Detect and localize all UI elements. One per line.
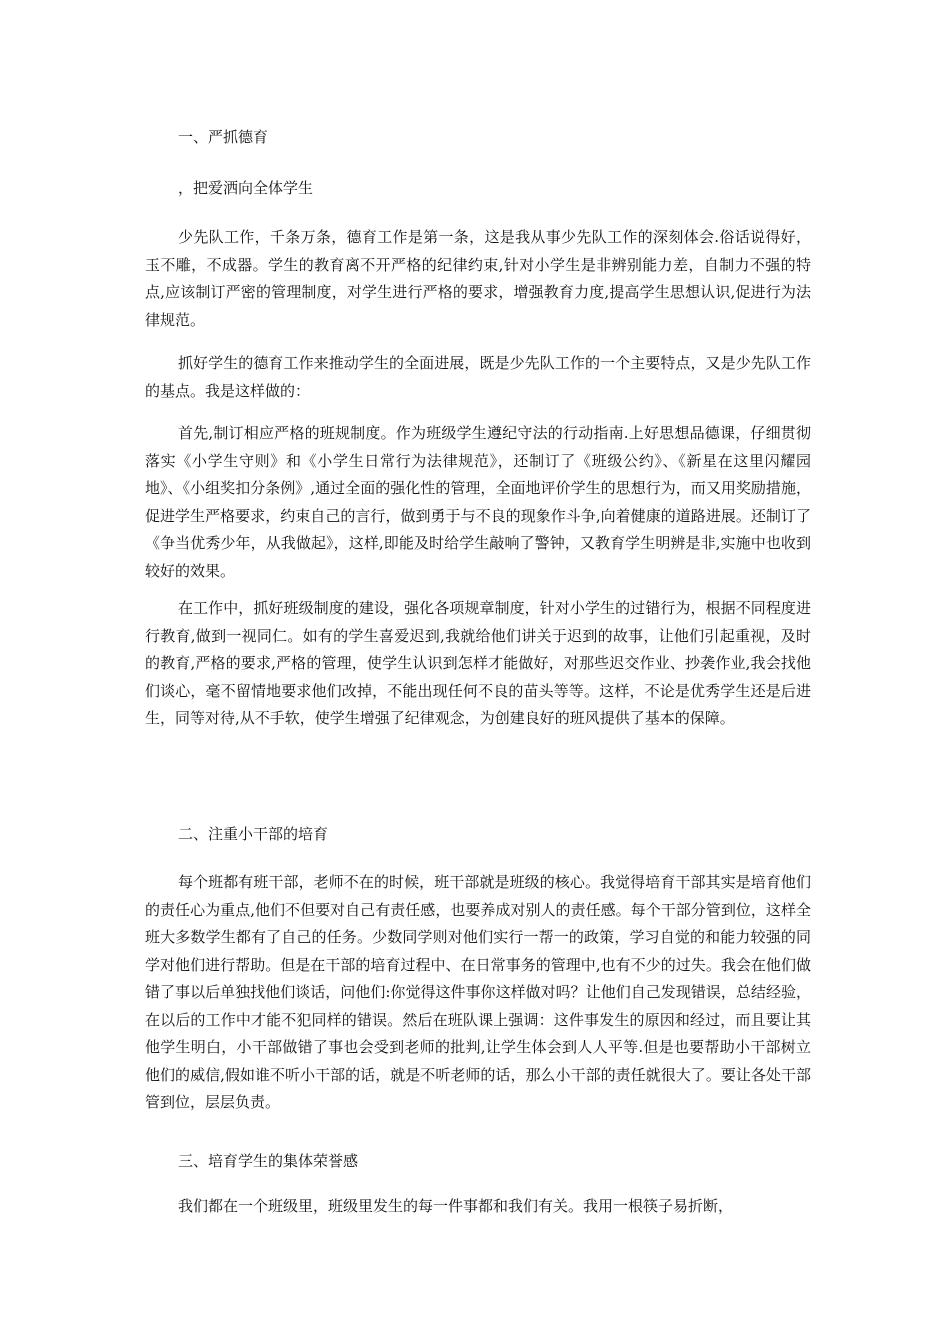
section-1-paragraph-1: 少先队工作，千条万条，德育工作是第一条，这是我从事少先队工作的深刻体会.俗话说得好，玉不雕，不成器。学生的教育离不开严格的纪律约束,针对小学生是非辨别能力差，自制力不强的特点,应该制订严密的管理制度，对学生进行严格的要求，增强教育力度,提高学生思想认识,促进行为法律规范。 <box>145 228 811 329</box>
section-2-heading: 二、注重小干部的培育 <box>178 825 329 843</box>
section-3-heading: 三、培育学生的集体荣誉感 <box>178 1152 359 1170</box>
section-1-heading: 一、严抓德育 <box>178 128 269 146</box>
section-2-paragraph-1: 每个班都有班干部，老师不在的时候，班干部就是班级的核心。我觉得培育干部其实是培育他们的责任心为重点,他们不但要对自己有责任感，也要养成对别人的责任感。每个干部分管到位，这样全班大多数学生都有了自己的任务。少数同学则对他们实行一帮一的政策，学习自觉的和能力较强的同学对他们进行帮助。但是在干部的培育过程中、在日常事务的管理中,也有不少的过失。我会在他们做错了事以后单独找他们谈话，问他们:你觉得这件事你这样做对吗？让他们自己发现错误，总结经验，在以后的工作中才能不犯同样的错误。然后在班队课上强调：这件事发生的原因和经过，而且要让其他学生明白，小干部做错了事也会受到老师的批判,让学生体会到人人平等.但是也要帮助小干部树立他们的威信,假如谁不听小干部的话，就是不听老师的话，那么小干部的责任就很大了。要让各处干部管到位，层层负责。 <box>145 873 811 1111</box>
section-1-subheading: ，把爱洒向全体学生 <box>178 179 314 197</box>
section-3-paragraph-1: 我们都在一个班级里，班级里发生的每一件事都和我们有关。我用一根筷子易折断， <box>178 1197 734 1215</box>
section-1-paragraph-4: 在工作中，抓好班级制度的建设，强化各项规章制度，针对小学生的过错行为，根据不同程度进行教育,做到一视同仁。如有的学生喜爱迟到,我就给他们讲关于迟到的故事，让他们引起重视，及时的教育,严格的要求,严格的管理，使学生认识到怎样才能做好，对那些迟交作业、抄袭作业,我会找他们谈心，毫不留情地要求他们改掉，不能出现任何不良的苗头等等。这样，不论是优秀学生还是后进生，同等对待,从不手软，使学生增强了纪律观念，为创建良好的班风提供了基本的保障。 <box>145 599 811 727</box>
section-1-paragraph-2: 抓好学生的德育工作来推动学生的全面进展，既是少先队工作的一个主要特点，又是少先队工作的基点。我是这样做的： <box>145 354 811 400</box>
section-1-paragraph-3: 首先,制订相应严格的班规制度。作为班级学生遵纪守法的行动指南.上好思想品德课，仔细贯彻落实《小学生守则》和《小学生日常行为法律规范》，还制订了《班级公约》、《新星在这里闪耀园地》、《小组奖扣分条例》,通过全面的强化性的管理，全面地评价学生的思想行为，而又用奖励措施，促进学生严格要求，约束自己的言行，做到勇于与不良的现象作斗争,向着健康的道路进展。还制订了《争当优秀少年，从我做起》，这样,即能及时给学生敲响了警钟，又教育学生明辨是非,实施中也收到较好的效果。 <box>145 424 811 580</box>
